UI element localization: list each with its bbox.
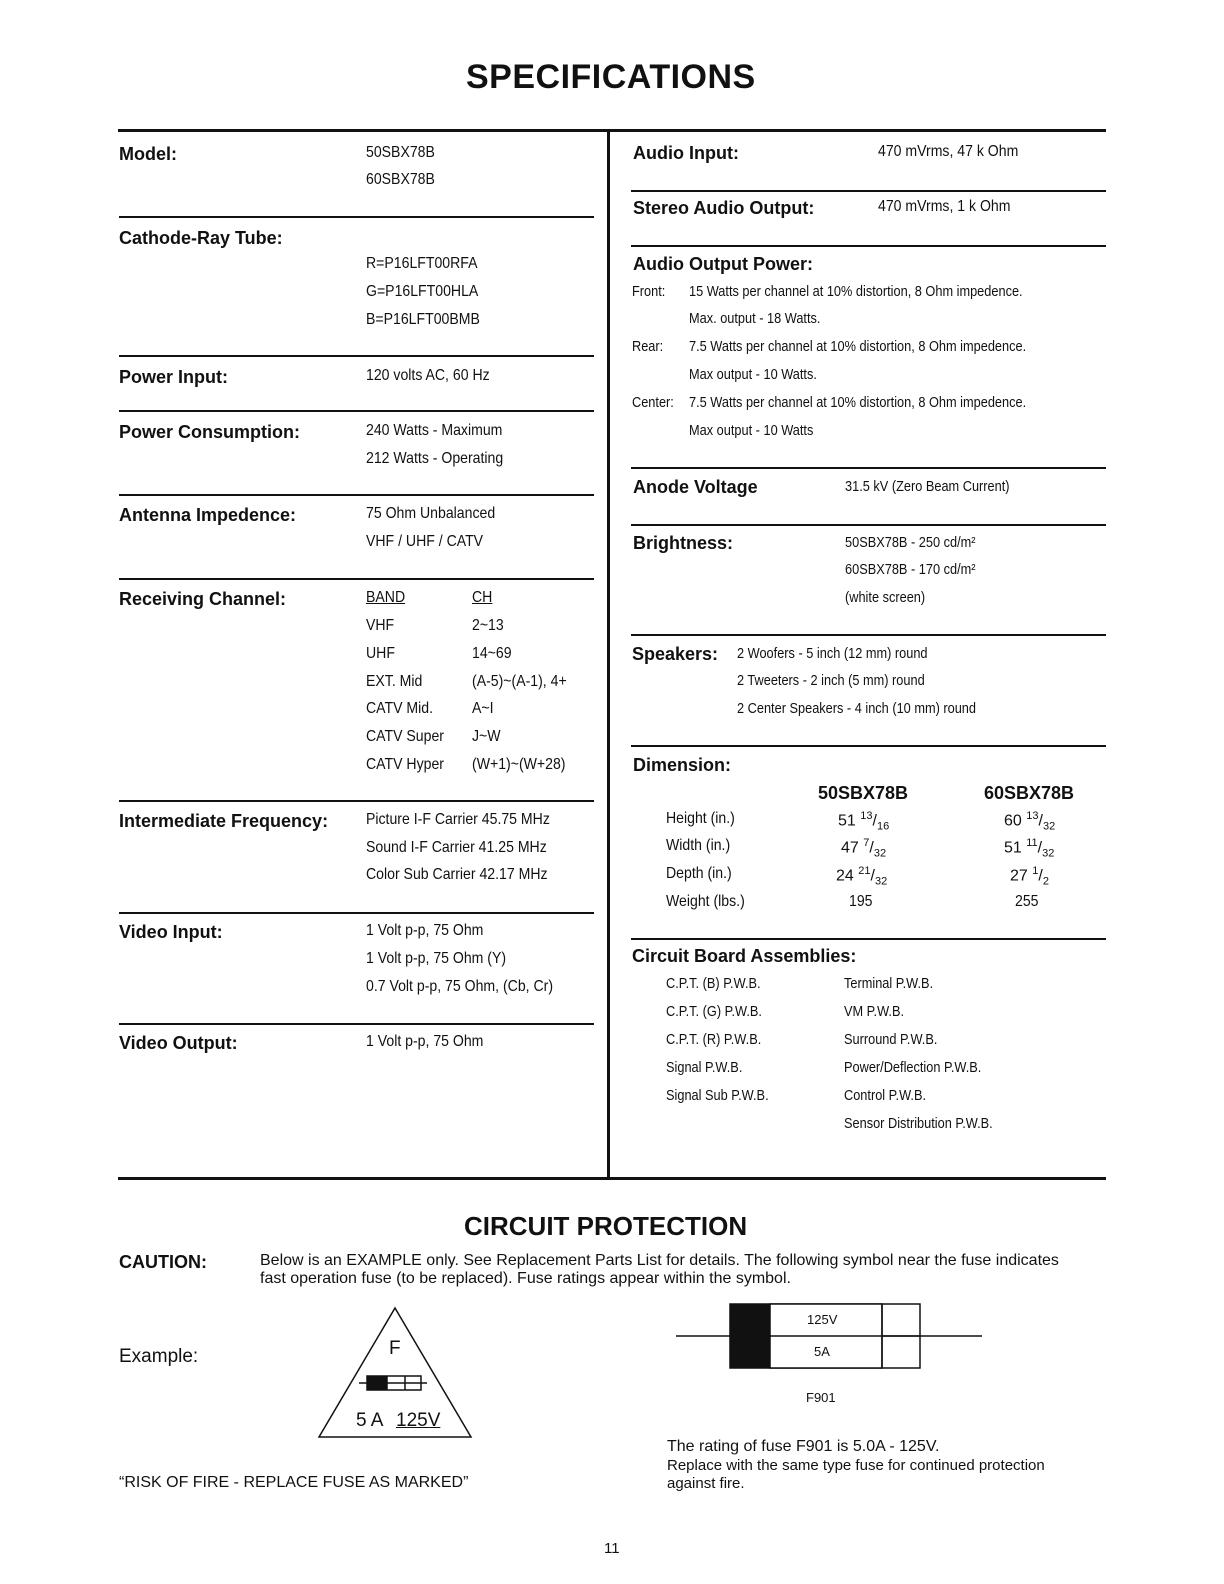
dimension-label: Dimension: [633, 755, 732, 775]
board-item: Terminal P.W.B. [844, 976, 934, 992]
power-input-value: 120 volts AC, 60 Hz [366, 367, 490, 384]
dimension-row-name: Width (in.) [666, 837, 731, 854]
if-value-2: Sound I-F Carrier 41.25 MHz [366, 839, 547, 856]
receiving-band: CATV Hyper [366, 756, 444, 773]
receiving-ch: J~W [472, 728, 501, 745]
section-rule [119, 578, 594, 580]
receiving-ch: (A-5)~(A-1), 4+ [472, 673, 567, 690]
power-consumption-value-2: 212 Watts - Operating [366, 450, 504, 467]
board-item: Signal P.W.B. [666, 1060, 743, 1076]
caution-text-1: Below is an EXAMPLE only. See Replacement Parts List for details. The following symbol near the fuse indicates [260, 1252, 1059, 1269]
video-output-label: Video Output: [119, 1033, 238, 1053]
section-rule [631, 634, 1106, 636]
crt-value-1: R=P16LFT00RFA [366, 255, 478, 272]
receiving-band: VHF [366, 617, 395, 634]
dimension-value-50: 47 $^7/_{32}$ [841, 837, 887, 860]
speakers-value-1: 2 Woofers - 5 inch (12 mm) round [737, 646, 928, 662]
receiving-ch: 14~69 [472, 645, 512, 662]
section-rule [631, 190, 1106, 192]
receiving-label: Receiving Channel: [119, 589, 287, 609]
dimension-weight-50: 195 [849, 893, 873, 910]
anode-label: Anode Voltage [633, 477, 758, 497]
dimension-weight-name: Weight (lbs.) [666, 893, 745, 910]
board-item: C.P.T. (G) P.W.B. [666, 1004, 762, 1020]
speakers-label: Speakers: [632, 644, 719, 664]
brightness-value-3: (white screen) [845, 590, 926, 606]
risk-text: “RISK OF FIRE - REPLACE FUSE AS MARKED” [119, 1474, 469, 1491]
symbol-letter: F [389, 1338, 401, 1359]
brightness-label: Brightness: [633, 533, 734, 553]
if-value-3: Color Sub Carrier 42.17 MHz [366, 866, 548, 883]
receiving-ch: A~I [472, 700, 494, 717]
receiving-band: UHF [366, 645, 395, 662]
anode-value: 31.5 kV (Zero Beam Current) [845, 479, 1010, 495]
front-label: Front: [632, 284, 666, 300]
antenna-label: Antenna Impedence: [119, 505, 297, 525]
video-input-value-1: 1 Volt p-p, 75 Ohm [366, 922, 484, 939]
caution-label: CAUTION: [119, 1252, 207, 1272]
board-item: Power/Deflection P.W.B. [844, 1060, 982, 1076]
rear-value-2: Max output - 10 Watts. [689, 367, 817, 383]
section-rule [631, 245, 1106, 247]
board-item: Signal Sub P.W.B. [666, 1088, 769, 1104]
speakers-value-3: 2 Center Speakers - 4 inch (10 mm) round [737, 701, 977, 717]
section-rule [119, 800, 594, 802]
speakers-value-2: 2 Tweeters - 2 inch (5 mm) round [737, 673, 925, 689]
receiving-band-header: BAND [366, 589, 406, 606]
caution-text-2: fast operation fuse (to be replaced). Fuse ratings appear within the symbol. [260, 1270, 791, 1287]
circuit-boards-label: Circuit Board Assemblies: [632, 946, 857, 966]
bottom-rule [118, 1177, 1106, 1180]
board-item: Surround P.W.B. [844, 1032, 938, 1048]
section-rule [631, 938, 1106, 940]
power-consumption-label: Power Consumption: [119, 422, 300, 442]
board-item: Sensor Distribution P.W.B. [844, 1116, 993, 1132]
video-input-value-2: 1 Volt p-p, 75 Ohm (Y) [366, 950, 507, 967]
audio-power-label: Audio Output Power: [633, 254, 813, 274]
circuit-protection-title: CIRCUIT PROTECTION [464, 1211, 748, 1241]
rating-text: The rating of fuse F901 is 5.0A - 125V. [667, 1438, 940, 1455]
video-output-value: 1 Volt p-p, 75 Ohm [366, 1033, 484, 1050]
receiving-ch-header: CH [472, 589, 493, 606]
fuse-volt: 125V [807, 1312, 838, 1327]
fuse-id: F901 [806, 1390, 836, 1405]
receiving-ch: 2~13 [472, 617, 504, 634]
replace-text-1: Replace with the same type fuse for continued protection [667, 1457, 1045, 1474]
dimension-col-50: 50SBX78B [818, 783, 909, 803]
video-input-value-3: 0.7 Volt p-p, 75 Ohm, (Cb, Cr) [366, 978, 554, 995]
board-item: VM P.W.B. [844, 1004, 905, 1020]
page-title: SPECIFICATIONS [466, 58, 756, 96]
model-value-2: 60SBX78B [366, 171, 435, 188]
brightness-value-2: 60SBX78B - 170 cd/m² [845, 562, 976, 578]
if-value-1: Picture I-F Carrier 45.75 MHz [366, 811, 550, 828]
symbol-amp: 5 A [356, 1410, 384, 1431]
section-rule [631, 745, 1106, 747]
rear-value-1: 7.5 Watts per channel at 10% distortion, 8 Ohm impedence. [689, 339, 1027, 355]
dimension-row-name: Height (in.) [666, 810, 735, 827]
section-rule [119, 410, 594, 412]
audio-input-value: 470 mVrms, 47 k Ohm [878, 143, 1019, 160]
section-rule [119, 1023, 594, 1025]
crt-label: Cathode-Ray Tube: [119, 228, 283, 248]
antenna-value-2: VHF / UHF / CATV [366, 533, 484, 550]
section-rule [119, 216, 594, 218]
dimension-value-50: 51 $^{13}/_{16}$ [838, 810, 890, 833]
receiving-band: CATV Super [366, 728, 444, 745]
dimension-col-60: 60SBX78B [984, 783, 1075, 803]
power-consumption-value-1: 240 Watts - Maximum [366, 422, 503, 439]
center-value-1: 7.5 Watts per channel at 10% distortion, 8 Ohm impedence. [689, 395, 1027, 411]
fuse-amp: 5A [814, 1344, 830, 1359]
symbol-volt: 125V [396, 1410, 441, 1431]
if-label: Intermediate Frequency: [119, 811, 329, 831]
rear-label: Rear: [632, 339, 664, 355]
stereo-output-value: 470 mVrms, 1 k Ohm [878, 198, 1011, 215]
section-rule [631, 467, 1106, 469]
center-label: Center: [632, 395, 674, 411]
section-rule [631, 524, 1106, 526]
receiving-ch: (W+1)~(W+28) [472, 756, 566, 773]
stereo-output-label: Stereo Audio Output: [633, 198, 815, 218]
board-item: Control P.W.B. [844, 1088, 927, 1104]
dimension-value-60: 60 $^{13}/_{32}$ [1004, 810, 1056, 833]
example-label: Example: [119, 1346, 199, 1367]
receiving-band: EXT. Mid [366, 673, 423, 690]
model-value-1: 50SBX78B [366, 144, 435, 161]
replace-text-2: against fire. [667, 1475, 745, 1492]
section-rule [119, 494, 594, 496]
dimension-weight-60: 255 [1015, 893, 1039, 910]
crt-value-2: G=P16LFT00HLA [366, 283, 479, 300]
dimension-row-name: Depth (in.) [666, 865, 732, 882]
crt-value-3: B=P16LFT00BMB [366, 311, 480, 328]
brightness-value-1: 50SBX78B - 250 cd/m² [845, 535, 976, 551]
dimension-value-60: 51 $^{11}/_{32}$ [1004, 837, 1055, 860]
board-item: C.P.T. (B) P.W.B. [666, 976, 761, 992]
section-rule [119, 355, 594, 357]
front-value-1: 15 Watts per channel at 10% distortion, 8 Ohm impedence. [689, 284, 1023, 300]
top-rule [118, 129, 1106, 132]
fuse-warning-triangle-icon [315, 1305, 475, 1441]
page-number: 11 [604, 1540, 620, 1557]
model-label: Model: [119, 144, 177, 164]
audio-input-label: Audio Input: [633, 143, 739, 163]
center-value-2: Max output - 10 Watts [689, 423, 814, 439]
video-input-label: Video Input: [119, 922, 223, 942]
front-value-2: Max. output - 18 Watts. [689, 311, 821, 327]
section-rule [119, 912, 594, 914]
antenna-value-1: 75 Ohm Unbalanced [366, 505, 496, 522]
dimension-value-60: 27 $^1/_2$ [1010, 865, 1049, 888]
receiving-band: CATV Mid. [366, 700, 434, 717]
board-item: C.P.T. (R) P.W.B. [666, 1032, 762, 1048]
power-input-label: Power Input: [119, 367, 228, 387]
column-divider [607, 131, 610, 1179]
dimension-value-50: 24 $^{21}/_{32}$ [836, 865, 888, 888]
